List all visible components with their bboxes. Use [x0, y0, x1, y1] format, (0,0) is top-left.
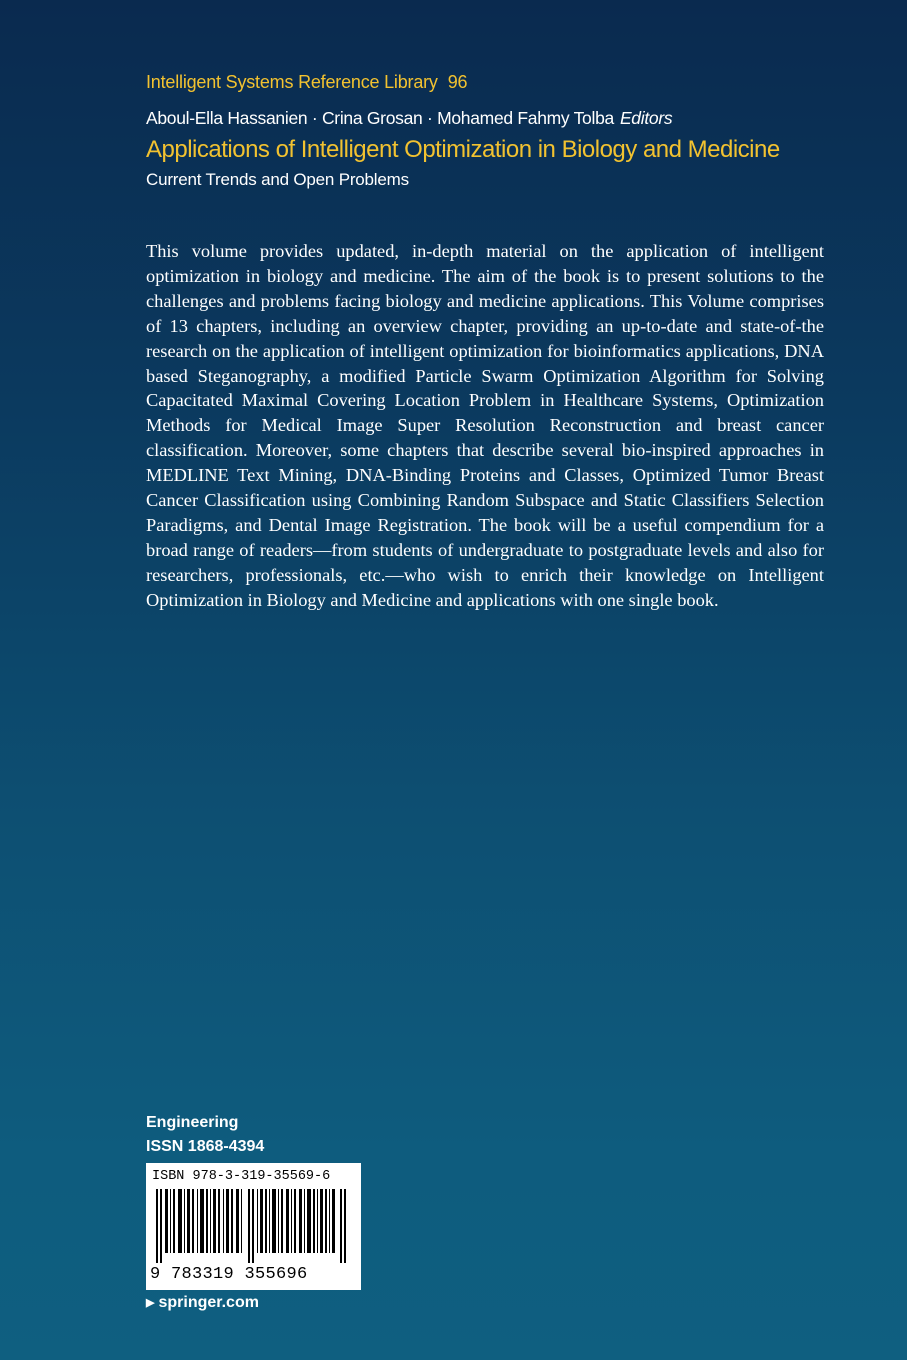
- editors-line: [146, 108, 672, 129]
- publisher-website[interactable]: [146, 1294, 259, 1312]
- issn-number: ISSN 1868-4394: [146, 1138, 265, 1155]
- editor-names: Aboul-Ella Hassanien · Crina Grosan · Mohamed Fahmy Tolba: [146, 108, 614, 128]
- book-description: This volume provides updated, in-depth material on the application of intelligent optimization in biology and medicine. The aim of the book is to present solutions to the challenges and problems facing biology and medicine applications. This Volume comprises of 13 chapters, including an overview chapter, providing an up-to-date and state-of-the research on the application of intelligent optimization for bioinformatics applications, DNA based Steganography, a modified Particle Swarm Optimization Algorithm for Solving Capacitated Maximal Covering Location Problem in Healthcare Systems, Optimization Methods for Medical Image Super Resolution Reconstruction and breast cancer classification. Moreover, some chapters that describe several bio-inspired approaches in MEDLINE Text Mining, DNA-Binding Proteins and Classes, Optimized Tumor Breast Cancer Classification using Combining Random Subspace and Static Classifiers Selection Paradigms, and Dental Image Registration. The book will be a useful compendium for a broad range of readers—from students of undergraduate to postgraduate levels and also for researchers, professionals, etc.—who wish to enrich their knowledge on Intelligent Optimization in Biology and Medicine and applications with one single book.: [146, 241, 824, 610]
- ean-barcode-digits: 9 783319 355696: [150, 1265, 308, 1284]
- barcode-icon: [156, 1189, 352, 1263]
- triangle-right-icon: ▶: [146, 1297, 155, 1309]
- book-subtitle: Current Trends and Open Problems: [146, 170, 409, 189]
- editors-role: Editors: [619, 108, 673, 128]
- book-title: Applications of Intelligent Optimization in Biology and Medicine: [146, 136, 780, 163]
- series-name: Intelligent Systems Reference Library: [146, 72, 438, 92]
- series-volume: 96: [447, 72, 468, 92]
- barcode-panel: [146, 1163, 361, 1290]
- website-label: springer.com: [158, 1294, 259, 1311]
- series-line: [146, 72, 467, 93]
- isbn-number: ISBN 978-3-319-35569-6: [152, 1169, 331, 1184]
- subject-category: Engineering: [146, 1114, 239, 1131]
